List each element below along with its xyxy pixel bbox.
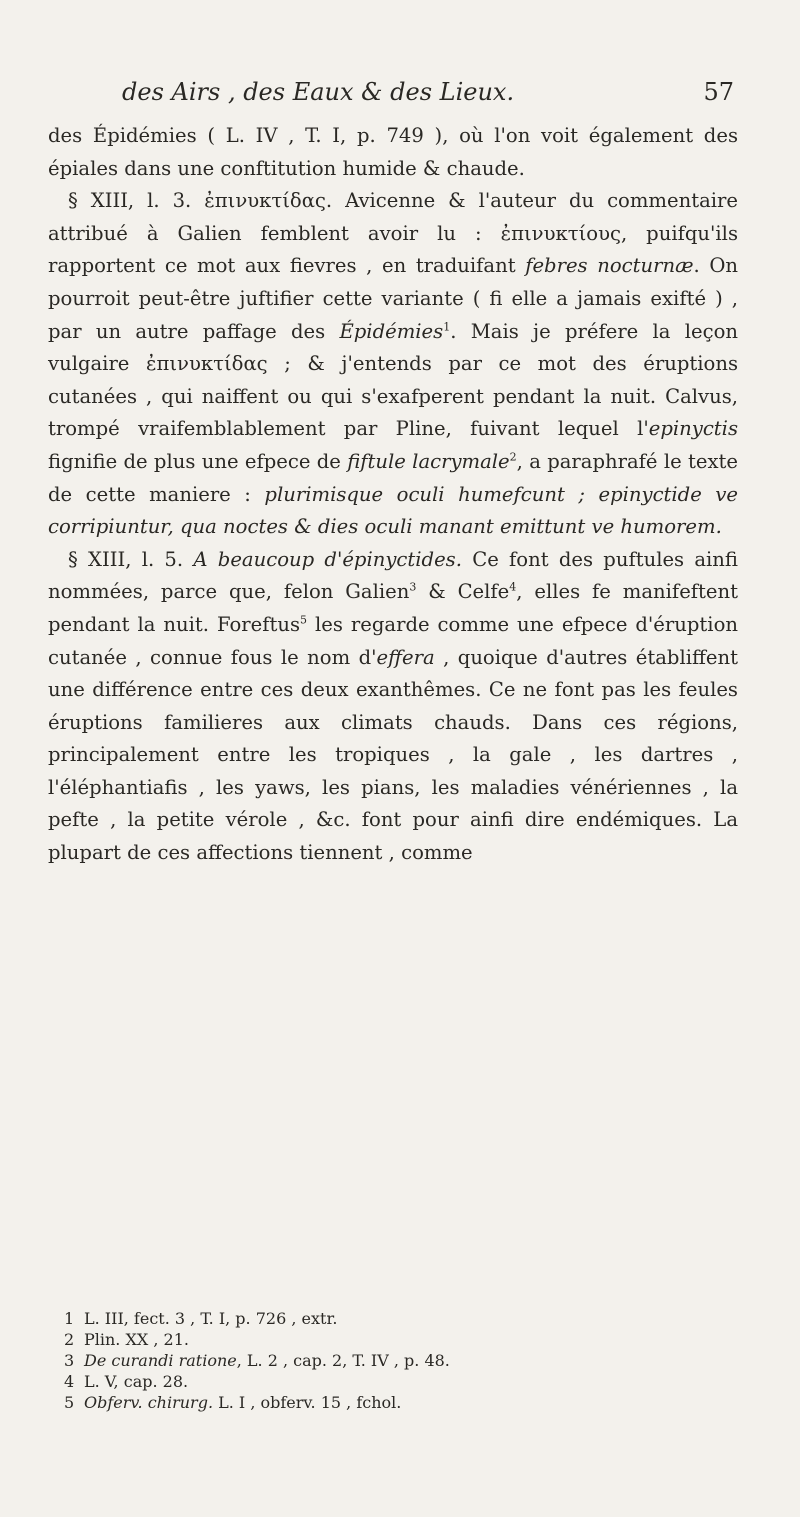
footnote-number: 1 [64,1309,75,1328]
text-run: , elles fe manifeftent pendant la nuit. Foreftus [48,580,738,636]
italic-run: Épidémies [339,319,444,343]
italic-run: fiftule lacrymale [347,449,510,473]
text-run: § XIII, l. 3. ἐπινυκτίδας. Avicenne & l'auteur du commentaire attribué à Galien femblent avoir lu : ἐπινυκτίους, puifqu'ils rapportent ce mot aux fievres , en traduifant [48,189,738,278]
main-text [48,120,738,870]
italic-run: effera [376,645,435,669]
footnote-italic: Obferv. chirurg. [84,1393,214,1412]
footnote-ref: 2 [509,450,517,464]
footnotes [64,1308,724,1413]
text-run: fignifie de plus une efpece de [48,449,348,473]
italic-run: plurimisque oculi humefcunt ; epinyctide ve corripiuntur, qua noctes & dies oculi manant emittunt ve humorem. [48,482,738,539]
paragraph-1: des Épidémies ( L. IV , T. I, p. 749 ), où l'on voit également des épiales dans une conftitution humide & chaude. [48,124,738,180]
footnote [64,1329,724,1350]
footnote-text: Plin. XX , 21. [84,1330,189,1349]
text-run: les regarde comme une efpece d'éruption cutanée , connue fous le nom d' [48,612,738,669]
text-run: & Celfe [416,580,510,604]
footnote-number: 2 [64,1330,75,1349]
footnote-text: L. I , obferv. 15 , fchol. [213,1393,402,1412]
italic-run: epinyctis [648,417,738,441]
footnote-text: , L. 2 , cap. 2, T. IV , p. 48. [236,1351,450,1370]
text-run: , quoique d'autres établiffent une différence entre ces deux exanthêmes. Ce ne font pas les feules éruptions familieres aux climats chauds. Dans ces régions, principalement entre les tropiques , la gale , les dartres , l'éléphantiafis , les yaws, les pians, les maladies vénériennes , la pefte , la petite vérole , &c. font pour ainfi dire endémiques. La plupart de ces affections tiennent , comme [48,645,738,865]
italic-run: A beaucoup d'épinyctides. [193,547,462,571]
page-number: 57 [703,78,734,106]
text-run: . On pourroit peut-être juftifier cette variante ( fi elle a jamais exifté ) , par un autre paffage des [48,254,739,343]
footnote [64,1371,724,1392]
footnote-number: 3 [64,1351,75,1370]
italic-run: febres nocturnæ [525,254,694,278]
footnote-ref: 4 [509,580,517,594]
footnote-ref: 5 [300,613,308,627]
page-header [122,70,734,110]
footnote-text: L. V, cap. 28. [84,1372,189,1391]
paragraph-2 [48,185,738,544]
running-title: des Airs , des Eaux & des Lieux. [122,78,515,106]
text-run: . Mais je préfere la leçon vulgaire ἐπινυκτίδας ; & j'entends par ce mot des éruptions cutanées , qui naiffent ou qui s'exafperent pendant la nuit. Calvus, trompé vraifemblablement par Pline, fuivant lequel l' [48,319,739,441]
text-run: , a paraphrafé le texte de cette maniere : [48,449,738,506]
paragraph-3 [48,544,738,870]
footnote [64,1350,724,1371]
text-run: Ce font des puftules ainfi nommées, parce que, felon Galien [48,547,738,604]
footnote [64,1308,724,1329]
footnote [64,1392,724,1413]
footnote-text: L. III, fect. 3 , T. I, p. 726 , extr. [84,1309,338,1328]
footnote-ref: 1 [443,320,451,334]
footnote-number: 5 [64,1393,75,1412]
footnote-ref: 3 [409,580,417,594]
footnote-italic: De curandi ratione [84,1351,237,1370]
text-run: § XIII, l. 5. [68,547,194,571]
footnote-number: 4 [64,1372,75,1391]
